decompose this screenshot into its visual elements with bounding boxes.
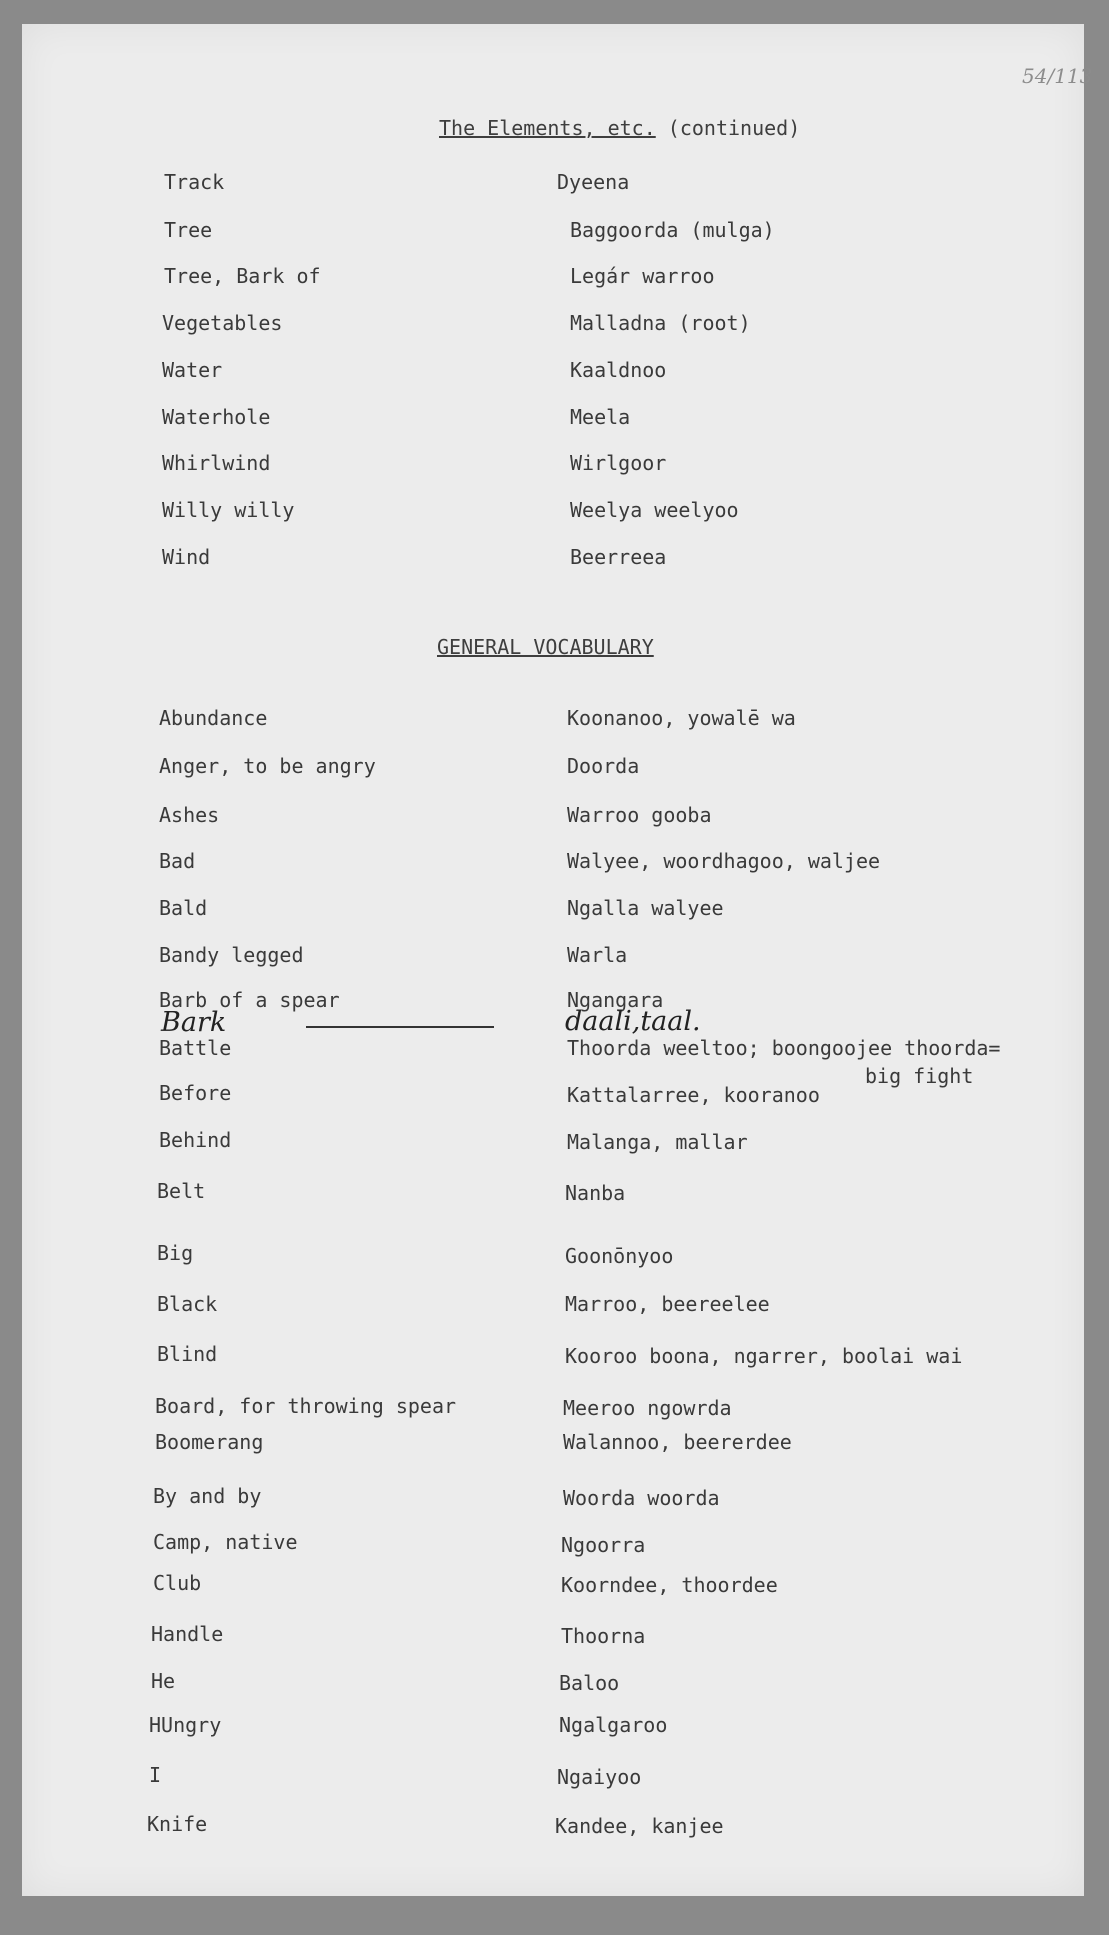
english-term: Blind	[157, 1342, 218, 1366]
native-note: big fight	[865, 1064, 974, 1088]
english-term: Big	[157, 1241, 194, 1265]
native-term: Ngalla walyee	[567, 896, 724, 920]
english-term: By and by	[153, 1484, 262, 1508]
native-term: Warla	[567, 943, 628, 967]
english-term: Tree	[164, 218, 213, 242]
english-term: Club	[153, 1571, 202, 1595]
english-term: Boomerang	[155, 1430, 264, 1454]
english-term: Track	[164, 170, 225, 194]
native-term: Koonanoo, yowalē wa	[567, 706, 796, 730]
native-term: Walyee, woordhagoo, waljee	[567, 849, 881, 873]
native-term: Nanba	[565, 1181, 626, 1205]
native-term: Dyeena	[557, 170, 630, 194]
english-term: Handle	[151, 1622, 224, 1646]
native-term: Baggoorda (mulga)	[570, 218, 775, 242]
english-term: Knife	[147, 1812, 208, 1836]
native-term: Ngoorra	[561, 1533, 646, 1557]
english-term: Camp, native	[153, 1530, 298, 1554]
native-term: Goonōnyoo	[565, 1244, 674, 1268]
document-page	[22, 24, 1093, 1896]
english-term: Before	[159, 1081, 232, 1105]
native-term: Ngaiyoo	[557, 1765, 642, 1789]
native-term: Kaaldnoo	[570, 358, 667, 382]
english-term: HUngry	[149, 1713, 222, 1737]
native-term: Ngangara	[567, 988, 664, 1012]
english-term: Black	[157, 1292, 218, 1316]
heading-underlined-text: The Elements, etc.	[439, 116, 656, 140]
english-term: Water	[162, 358, 223, 382]
english-term: Vegetables	[162, 311, 283, 335]
native-term: Kandee, kanjee	[555, 1814, 724, 1838]
english-term: Waterhole	[162, 405, 271, 429]
english-term: Wind	[162, 545, 211, 569]
native-term: Warroo gooba	[567, 803, 712, 827]
native-term: Weelya weelyoo	[570, 498, 739, 522]
english-term: Barb of a spear	[159, 988, 340, 1012]
english-term: Bandy legged	[159, 943, 304, 967]
native-term: Woorda woorda	[563, 1486, 720, 1510]
native-term: Wirlgoor	[570, 451, 667, 475]
english-term: Whirlwind	[162, 451, 271, 475]
folio-number: 54/113	[1022, 64, 1093, 88]
heading-continued-text: (continued)	[667, 116, 801, 140]
native-term: Meela	[570, 405, 631, 429]
native-term: Beerreea	[570, 545, 667, 569]
section-heading-general-vocabulary	[437, 635, 654, 659]
english-term: Tree, Bark of	[164, 264, 321, 288]
english-term: Board, for throwing spear	[155, 1394, 457, 1418]
native-term: Thoorna	[561, 1624, 646, 1648]
handwritten-dash	[306, 1026, 494, 1028]
english-term: Battle	[159, 1036, 232, 1060]
native-term: Kooroo boona, ngarrer, boolai wai	[565, 1344, 963, 1368]
english-term: Behind	[159, 1128, 232, 1152]
english-term: Ashes	[159, 803, 220, 827]
native-term: Kattalarree, kooranoo	[567, 1083, 820, 1107]
native-term: Marroo, beereelee	[565, 1292, 770, 1316]
english-term: Anger, to be angry	[159, 754, 376, 778]
native-term: Meeroo ngowrda	[563, 1396, 732, 1420]
native-term: Koorndee, thoordee	[561, 1573, 778, 1597]
english-term: Bald	[159, 896, 208, 920]
native-term: Walannoo, beererdee	[563, 1430, 792, 1454]
english-term: Belt	[157, 1179, 206, 1203]
handwritten-native-term: daali,taal.	[565, 1006, 701, 1037]
english-term: He	[151, 1669, 176, 1693]
native-term: Malladna (root)	[570, 311, 751, 335]
native-term: Baloo	[559, 1671, 620, 1695]
native-term: Thoorda weeltoo; boongoojee thoorda=	[567, 1036, 1001, 1060]
english-term: Abundance	[159, 706, 268, 730]
native-term: Malanga, mallar	[567, 1130, 748, 1154]
native-term: Legár warroo	[570, 264, 715, 288]
english-term: Willy willy	[162, 498, 295, 522]
native-term: Ngalgaroo	[559, 1713, 668, 1737]
heading-text: GENERAL VOCABULARY	[437, 635, 654, 659]
native-term: Doorda	[567, 754, 640, 778]
english-term: Bad	[159, 849, 196, 873]
handwritten-english-term: Bark	[161, 1007, 227, 1038]
english-term: I	[149, 1763, 162, 1787]
section-heading-elements	[439, 116, 800, 140]
